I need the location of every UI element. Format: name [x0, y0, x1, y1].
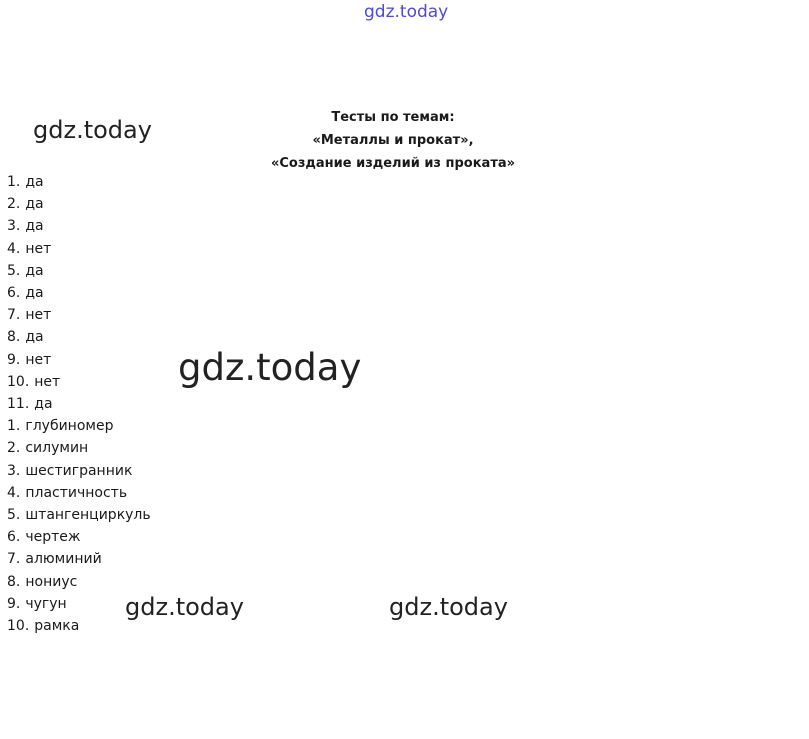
watermark: gdz.today [389, 593, 508, 621]
item-answer: алюминий [25, 551, 102, 568]
item-number: 8. [7, 329, 21, 346]
list-item [7, 482, 151, 504]
item-answer: да [25, 262, 44, 279]
item-number: 4. [7, 240, 21, 257]
item-number: 1. [7, 174, 21, 190]
list-item [7, 171, 151, 193]
list-item [7, 326, 151, 348]
item-number: 2. [7, 196, 21, 213]
item-answer: да [34, 396, 53, 413]
answer-list [7, 171, 151, 637]
title-line: «Создание изделий из проката» [270, 156, 516, 171]
list-item [7, 460, 151, 482]
item-answer: да [25, 285, 44, 302]
list-item [7, 282, 151, 304]
page-title [240, 106, 546, 175]
list-item [7, 193, 151, 215]
title-line: «Металлы и прокат», [312, 133, 474, 148]
item-answer: да [25, 218, 44, 235]
item-answer: чугун [25, 595, 67, 612]
item-answer: да [25, 329, 44, 346]
list-item [7, 260, 151, 282]
item-number: 5. [7, 507, 21, 524]
item-number: 4. [7, 484, 21, 501]
item-answer: нет [25, 240, 52, 257]
list-item [7, 571, 151, 593]
item-number: 3. [7, 462, 21, 479]
watermark: gdz.today [125, 593, 244, 621]
item-number: 2. [7, 440, 21, 457]
item-number: 7. [7, 307, 21, 324]
item-number: 10. [7, 373, 30, 390]
watermark-top: gdz.today [364, 2, 449, 22]
list-item [7, 437, 151, 459]
item-answer: пластичность [25, 484, 128, 501]
item-number: 8. [7, 573, 21, 590]
list-item [7, 238, 151, 260]
list-item [7, 526, 151, 548]
list-item [7, 215, 151, 237]
item-answer: нет [34, 373, 61, 390]
item-number: 9. [7, 595, 21, 612]
list-item [7, 504, 151, 526]
list-item [7, 548, 151, 570]
item-number: 1. [7, 418, 21, 435]
title-line: Тесты по темам: [331, 110, 455, 125]
item-number: 11. [7, 396, 30, 413]
item-number: 10. [7, 618, 30, 635]
item-number: 9. [7, 351, 21, 368]
item-answer: штангенциркуль [25, 507, 151, 524]
item-number: 6. [7, 529, 21, 546]
watermark: gdz.today [178, 346, 362, 389]
item-number: 3. [7, 218, 21, 235]
list-item [7, 349, 151, 371]
item-answer: силумин [25, 440, 89, 457]
item-answer: шестигранник [25, 462, 133, 479]
item-answer: нет [25, 307, 52, 324]
item-number: 5. [7, 262, 21, 279]
item-answer: глубиномер [25, 418, 114, 435]
list-item [7, 415, 151, 437]
list-item [7, 393, 151, 415]
watermark: gdz.today [33, 116, 152, 144]
item-number: 6. [7, 285, 21, 302]
item-answer: да [25, 174, 44, 190]
list-item [7, 304, 151, 326]
item-answer: нониус [25, 573, 78, 590]
item-answer: да [25, 196, 44, 213]
item-number: 7. [7, 551, 21, 568]
item-answer: чертеж [25, 529, 81, 546]
list-item [7, 371, 151, 393]
item-answer: нет [25, 351, 52, 368]
item-answer: рамка [34, 618, 80, 635]
